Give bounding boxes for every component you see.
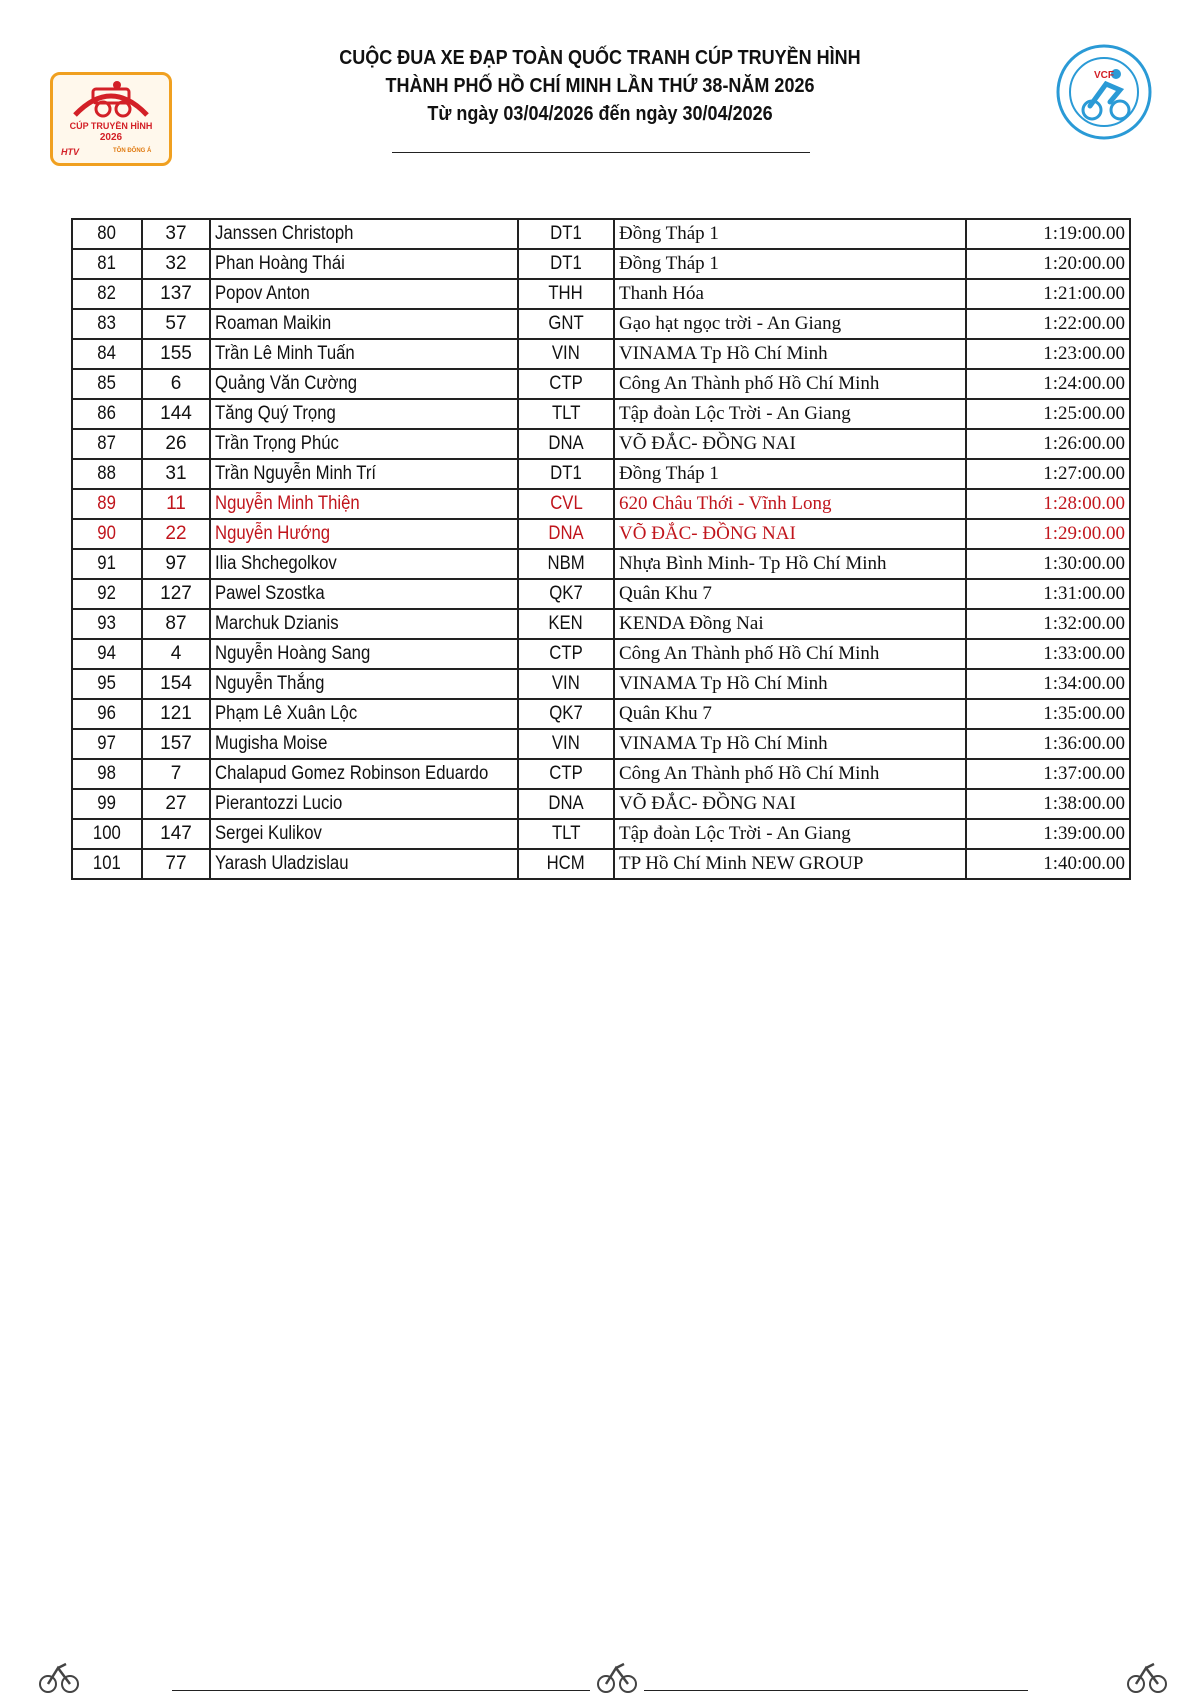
team-code-cell-text: NBM bbox=[547, 553, 585, 574]
table-row bbox=[72, 729, 1130, 759]
time-cell: 1:34:00.00 bbox=[966, 669, 1130, 699]
team-name-cell: Đồng Tháp 1 bbox=[614, 459, 966, 489]
rank-cell-text: 82 bbox=[97, 283, 117, 304]
bib-cell: 127 bbox=[142, 579, 210, 609]
table-row bbox=[72, 249, 1130, 279]
rank-cell bbox=[72, 309, 142, 339]
rider-name-cell-text: Sergei Kulikov bbox=[215, 823, 322, 844]
team-code-cell bbox=[518, 609, 614, 639]
team-name-cell: Gạo hạt ngọc trời - An Giang bbox=[614, 309, 966, 339]
team-code-cell bbox=[518, 339, 614, 369]
team-code-cell-text: DNA bbox=[548, 793, 584, 814]
team-name-cell: VINAMA Tp Hồ Chí Minh bbox=[614, 669, 966, 699]
rank-cell-text: 86 bbox=[97, 403, 117, 424]
table-row bbox=[72, 579, 1130, 609]
rank-cell bbox=[72, 849, 142, 879]
team-name-cell: VINAMA Tp Hồ Chí Minh bbox=[614, 729, 966, 759]
team-name-cell: Công An Thành phố Hồ Chí Minh bbox=[614, 369, 966, 399]
cyclist-emblem-icon bbox=[53, 75, 169, 121]
rank-cell-text: 81 bbox=[97, 253, 117, 274]
team-code-cell bbox=[518, 639, 614, 669]
team-code-cell-text: TLT bbox=[551, 403, 581, 424]
time-cell: 1:31:00.00 bbox=[966, 579, 1130, 609]
team-code-cell-text: DNA bbox=[548, 433, 584, 454]
bib-cell: 4 bbox=[142, 639, 210, 669]
team-name-cell: Quân Khu 7 bbox=[614, 579, 966, 609]
rider-name-cell-text: Quảng Văn Cường bbox=[215, 373, 358, 394]
rider-name-cell-text: Nguyễn Minh Thiện bbox=[215, 493, 360, 514]
table-row bbox=[72, 819, 1130, 849]
rider-name-cell bbox=[210, 759, 518, 789]
time-cell: 1:29:00.00 bbox=[966, 519, 1130, 549]
rank-cell-text: 84 bbox=[97, 343, 117, 364]
bib-cell: 37 bbox=[142, 219, 210, 249]
time-cell: 1:20:00.00 bbox=[966, 249, 1130, 279]
rank-cell-text: 90 bbox=[97, 523, 117, 544]
team-name-cell: VÕ ĐẮC- ĐỒNG NAI bbox=[614, 789, 966, 819]
table-row bbox=[72, 279, 1130, 309]
rider-name-cell-text: Yarash Uladzislau bbox=[215, 853, 349, 874]
team-code-cell bbox=[518, 669, 614, 699]
table-row bbox=[72, 429, 1130, 459]
table-row bbox=[72, 369, 1130, 399]
rider-name-cell-text: Phan Hoàng Thái bbox=[215, 253, 345, 274]
rank-cell-text: 101 bbox=[93, 853, 121, 874]
rider-name-cell bbox=[210, 309, 518, 339]
bib-cell: 6 bbox=[142, 369, 210, 399]
team-name-cell: Công An Thành phố Hồ Chí Minh bbox=[614, 759, 966, 789]
time-cell: 1:37:00.00 bbox=[966, 759, 1130, 789]
rank-cell bbox=[72, 789, 142, 819]
team-code-cell bbox=[518, 219, 614, 249]
title-line-1: CUỘC ĐUA XE ĐẠP TOÀN QUỐC TRANH CÚP TRUYỀN HÌNH bbox=[339, 47, 861, 69]
bib-cell: 154 bbox=[142, 669, 210, 699]
rank-cell bbox=[72, 279, 142, 309]
rider-name-cell bbox=[210, 429, 518, 459]
team-code-cell-text: THH bbox=[548, 283, 584, 304]
rider-name-cell bbox=[210, 669, 518, 699]
table-row bbox=[72, 759, 1130, 789]
team-code-cell-text: CTP bbox=[549, 763, 583, 784]
rider-name-cell-text: Pierantozzi Lucio bbox=[215, 793, 343, 814]
rank-cell-text: 87 bbox=[97, 433, 117, 454]
rank-cell-text: 98 bbox=[97, 763, 117, 784]
bib-cell: 22 bbox=[142, 519, 210, 549]
rank-cell-text: 83 bbox=[97, 313, 117, 334]
time-cell: 1:32:00.00 bbox=[966, 609, 1130, 639]
team-name-cell: Đồng Tháp 1 bbox=[614, 219, 966, 249]
rank-cell bbox=[72, 759, 142, 789]
rider-name-cell-text: Phạm Lê Xuân Lộc bbox=[215, 703, 358, 724]
team-code-cell bbox=[518, 519, 614, 549]
event-title bbox=[330, 44, 870, 128]
rider-name-cell-text: Trần Nguyễn Minh Trí bbox=[215, 463, 377, 484]
team-code-cell-text: HCM bbox=[546, 853, 586, 874]
rider-name-cell bbox=[210, 819, 518, 849]
footer-divider-left bbox=[172, 1690, 590, 1691]
team-code-cell-text: QK7 bbox=[549, 703, 583, 724]
time-cell: 1:19:00.00 bbox=[966, 219, 1130, 249]
table-row bbox=[72, 549, 1130, 579]
team-code-cell bbox=[518, 789, 614, 819]
team-code-cell bbox=[518, 399, 614, 429]
team-name-cell: Tập đoàn Lộc Trời - An Giang bbox=[614, 819, 966, 849]
team-code-cell bbox=[518, 849, 614, 879]
time-cell: 1:38:00.00 bbox=[966, 789, 1130, 819]
rank-cell bbox=[72, 609, 142, 639]
bib-cell: 144 bbox=[142, 399, 210, 429]
rider-name-cell-text: Trần Trọng Phúc bbox=[215, 433, 339, 454]
table-row bbox=[72, 849, 1130, 879]
team-code-cell-text: DT1 bbox=[550, 253, 582, 274]
team-code-cell-text: DT1 bbox=[550, 463, 582, 484]
bib-cell: 155 bbox=[142, 339, 210, 369]
rider-name-cell-text: Marchuk Dzianis bbox=[215, 613, 339, 634]
sponsor-logo-text: TÔN ĐÔNG Á bbox=[113, 148, 152, 154]
team-name-cell: Tập đoàn Lộc Trời - An Giang bbox=[614, 399, 966, 429]
rider-name-cell bbox=[210, 729, 518, 759]
team-code-cell-text: CTP bbox=[549, 643, 583, 664]
rank-cell bbox=[72, 219, 142, 249]
time-cell: 1:22:00.00 bbox=[966, 309, 1130, 339]
bib-cell: 57 bbox=[142, 309, 210, 339]
rider-name-cell bbox=[210, 249, 518, 279]
team-code-cell bbox=[518, 309, 614, 339]
rider-name-cell-text: Chalapud Gomez Robinson Eduardo bbox=[215, 763, 489, 784]
rank-cell-text: 99 bbox=[97, 793, 117, 814]
rider-name-cell-text: Pawel Szostka bbox=[215, 583, 325, 604]
team-code-cell bbox=[518, 429, 614, 459]
time-cell: 1:33:00.00 bbox=[966, 639, 1130, 669]
rank-cell bbox=[72, 489, 142, 519]
team-code-cell bbox=[518, 729, 614, 759]
rider-name-cell bbox=[210, 339, 518, 369]
table-row bbox=[72, 219, 1130, 249]
time-cell: 1:28:00.00 bbox=[966, 489, 1130, 519]
team-name-cell: TP Hồ Chí Minh NEW GROUP bbox=[614, 849, 966, 879]
rank-cell bbox=[72, 639, 142, 669]
rank-cell bbox=[72, 369, 142, 399]
team-code-cell-text: CVL bbox=[549, 493, 583, 514]
team-name-cell: VINAMA Tp Hồ Chí Minh bbox=[614, 339, 966, 369]
rank-cell-text: 92 bbox=[97, 583, 117, 604]
table-row bbox=[72, 699, 1130, 729]
team-code-cell bbox=[518, 369, 614, 399]
team-code-cell bbox=[518, 459, 614, 489]
team-code-cell bbox=[518, 489, 614, 519]
rank-cell-text: 85 bbox=[97, 373, 117, 394]
rank-cell bbox=[72, 249, 142, 279]
team-name-cell: 620 Châu Thới - Vĩnh Long bbox=[614, 489, 966, 519]
rider-name-cell-text: Roaman Maikin bbox=[215, 313, 332, 334]
table-row bbox=[72, 339, 1130, 369]
rider-name-cell bbox=[210, 549, 518, 579]
rider-name-cell bbox=[210, 519, 518, 549]
time-cell: 1:21:00.00 bbox=[966, 279, 1130, 309]
rider-name-cell bbox=[210, 639, 518, 669]
bib-cell: 31 bbox=[142, 459, 210, 489]
htv-logo-text: HTV bbox=[61, 147, 79, 157]
rank-cell bbox=[72, 669, 142, 699]
rank-cell-text: 88 bbox=[97, 463, 117, 484]
bib-cell: 121 bbox=[142, 699, 210, 729]
team-name-cell: Quân Khu 7 bbox=[614, 699, 966, 729]
table-row bbox=[72, 639, 1130, 669]
results-table bbox=[71, 218, 1131, 880]
time-cell: 1:30:00.00 bbox=[966, 549, 1130, 579]
rider-name-cell-text: Mugisha Moise bbox=[215, 733, 328, 754]
cyclist-footer-icon bbox=[36, 1656, 82, 1696]
team-code-cell bbox=[518, 579, 614, 609]
rank-cell-text: 95 bbox=[97, 673, 117, 694]
bib-cell: 77 bbox=[142, 849, 210, 879]
rider-name-cell-text: Ilia Shchegolkov bbox=[215, 553, 337, 574]
team-name-cell: Đồng Tháp 1 bbox=[614, 249, 966, 279]
rider-name-cell bbox=[210, 789, 518, 819]
bib-cell: 157 bbox=[142, 729, 210, 759]
rank-cell bbox=[72, 819, 142, 849]
rider-name-cell bbox=[210, 459, 518, 489]
table-row bbox=[72, 669, 1130, 699]
rider-name-cell bbox=[210, 369, 518, 399]
rider-name-cell-text: Janssen Christoph bbox=[215, 223, 354, 244]
team-code-cell bbox=[518, 279, 614, 309]
rank-cell bbox=[72, 729, 142, 759]
title-line-2: THÀNH PHỐ HỒ CHÍ MINH LẦN THỨ 38-NĂM 2026 bbox=[385, 75, 815, 97]
team-code-cell-text: CTP bbox=[549, 373, 583, 394]
rank-cell-text: 97 bbox=[97, 733, 117, 754]
rider-name-cell bbox=[210, 219, 518, 249]
title-underline bbox=[392, 152, 810, 153]
team-code-cell-text: KEN bbox=[548, 613, 584, 634]
table-row bbox=[72, 459, 1130, 489]
rank-cell-text: 80 bbox=[97, 223, 117, 244]
title-line-3: Từ ngày 03/04/2026 đến ngày 30/04/2026 bbox=[427, 103, 773, 125]
cyclist-footer-icon bbox=[594, 1656, 640, 1696]
rank-cell bbox=[72, 399, 142, 429]
team-code-cell-text: DT1 bbox=[550, 223, 582, 244]
rank-cell-text: 100 bbox=[93, 823, 121, 844]
rank-cell-text: 94 bbox=[97, 643, 117, 664]
team-code-cell bbox=[518, 549, 614, 579]
team-name-cell: VÕ ĐẮC- ĐỒNG NAI bbox=[614, 429, 966, 459]
team-name-cell: Công An Thành phố Hồ Chí Minh bbox=[614, 639, 966, 669]
team-code-cell bbox=[518, 759, 614, 789]
table-row bbox=[72, 789, 1130, 819]
rider-name-cell bbox=[210, 399, 518, 429]
time-cell: 1:26:00.00 bbox=[966, 429, 1130, 459]
time-cell: 1:36:00.00 bbox=[966, 729, 1130, 759]
vcf-emblem-icon bbox=[1050, 44, 1158, 140]
rider-name-cell bbox=[210, 489, 518, 519]
time-cell: 1:40:00.00 bbox=[966, 849, 1130, 879]
rider-name-cell bbox=[210, 699, 518, 729]
team-name-cell: KENDA Đồng Nai bbox=[614, 609, 966, 639]
vcf-logo bbox=[1050, 44, 1158, 140]
table-row bbox=[72, 309, 1130, 339]
cup-logo bbox=[50, 72, 172, 166]
team-code-cell-text: TLT bbox=[551, 823, 581, 844]
bib-cell: 27 bbox=[142, 789, 210, 819]
time-cell: 1:39:00.00 bbox=[966, 819, 1130, 849]
bib-cell: 87 bbox=[142, 609, 210, 639]
cyclist-footer-icon bbox=[1124, 1656, 1170, 1696]
bib-cell: 7 bbox=[142, 759, 210, 789]
rank-cell bbox=[72, 579, 142, 609]
rider-name-cell bbox=[210, 849, 518, 879]
team-name-cell: VÕ ĐẮC- ĐỒNG NAI bbox=[614, 519, 966, 549]
team-name-cell: Nhựa Bình Minh- Tp Hồ Chí Minh bbox=[614, 549, 966, 579]
team-code-cell-text: VIN bbox=[552, 673, 580, 694]
table-row bbox=[72, 489, 1130, 519]
team-name-cell: Thanh Hóa bbox=[614, 279, 966, 309]
page-header bbox=[0, 0, 1200, 170]
team-code-cell bbox=[518, 249, 614, 279]
rank-cell-text: 96 bbox=[97, 703, 117, 724]
bib-cell: 32 bbox=[142, 249, 210, 279]
table-row bbox=[72, 609, 1130, 639]
rider-name-cell-text: Nguyễn Hoàng Sang bbox=[215, 643, 371, 664]
rank-cell bbox=[72, 339, 142, 369]
bib-cell: 97 bbox=[142, 549, 210, 579]
time-cell: 1:24:00.00 bbox=[966, 369, 1130, 399]
rider-name-cell bbox=[210, 279, 518, 309]
rider-name-cell-text: Nguyễn Thắng bbox=[215, 673, 325, 694]
bib-cell: 137 bbox=[142, 279, 210, 309]
rider-name-cell bbox=[210, 609, 518, 639]
rank-cell bbox=[72, 519, 142, 549]
rank-cell bbox=[72, 459, 142, 489]
table-row bbox=[72, 519, 1130, 549]
rider-name-cell-text: Nguyễn Hướng bbox=[215, 523, 331, 544]
team-code-cell-text: QK7 bbox=[549, 583, 583, 604]
time-cell: 1:35:00.00 bbox=[966, 699, 1130, 729]
bib-cell: 26 bbox=[142, 429, 210, 459]
rank-cell bbox=[72, 699, 142, 729]
bib-cell: 147 bbox=[142, 819, 210, 849]
team-code-cell-text: VIN bbox=[552, 343, 580, 364]
vcf-logo-text: VCF bbox=[1094, 70, 1114, 81]
team-code-cell bbox=[518, 819, 614, 849]
rank-cell bbox=[72, 429, 142, 459]
results-body bbox=[72, 219, 1130, 879]
cup-logo-title: CÚP TRUYỀN HÌNH bbox=[69, 121, 153, 131]
rank-cell bbox=[72, 549, 142, 579]
rank-cell-text: 93 bbox=[97, 613, 117, 634]
footer-divider-right bbox=[644, 1690, 1028, 1691]
rider-name-cell-text: Tăng Quý Trọng bbox=[215, 403, 336, 424]
time-cell: 1:27:00.00 bbox=[966, 459, 1130, 489]
team-code-cell bbox=[518, 699, 614, 729]
team-code-cell-text: VIN bbox=[552, 733, 580, 754]
cup-logo-year: 2026 bbox=[99, 132, 123, 143]
time-cell: 1:23:00.00 bbox=[966, 339, 1130, 369]
rank-cell-text: 91 bbox=[97, 553, 117, 574]
table-row bbox=[72, 399, 1130, 429]
team-code-cell-text: GNT bbox=[548, 313, 584, 334]
team-code-cell-text: DNA bbox=[548, 523, 584, 544]
rider-name-cell-text: Trần Lê Minh Tuấn bbox=[215, 343, 355, 364]
rider-name-cell bbox=[210, 579, 518, 609]
rider-name-cell-text: Popov Anton bbox=[215, 283, 310, 304]
bib-cell: 11 bbox=[142, 489, 210, 519]
time-cell: 1:25:00.00 bbox=[966, 399, 1130, 429]
rank-cell-text: 89 bbox=[97, 493, 117, 514]
